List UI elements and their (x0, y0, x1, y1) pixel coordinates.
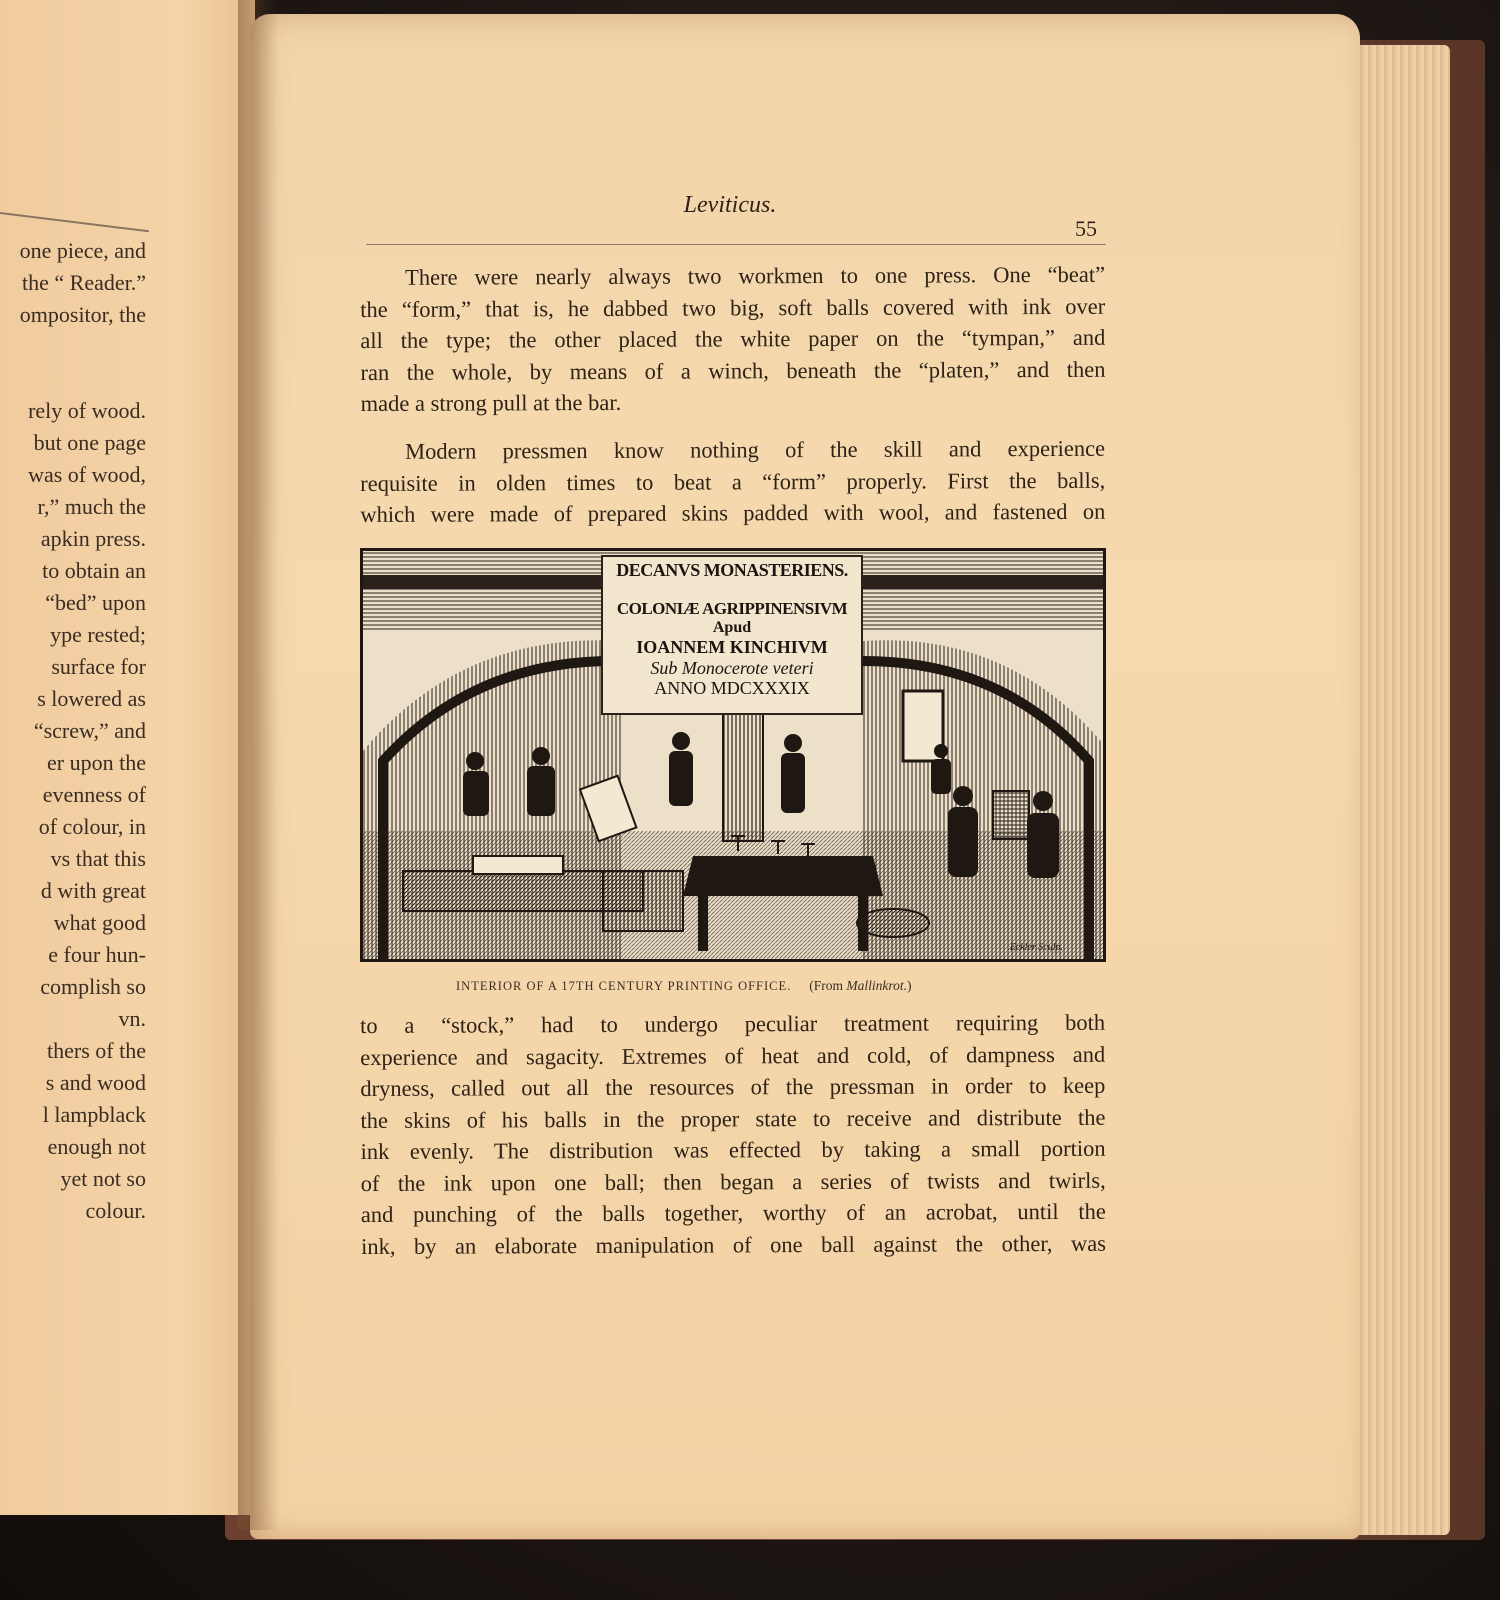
plaque-line: Sub Monocerote veteri (650, 658, 814, 678)
left-header-rule (0, 212, 149, 232)
left-text-line: surface for (51, 654, 146, 679)
left-text-line (0, 363, 146, 395)
left-text-line: one piece, and (19, 238, 146, 263)
header-rule (366, 244, 1106, 245)
text-line: Modern pressmen know nothing of the skill and experience (405, 435, 1106, 464)
text-line: the “form,” that is, he dabbed two big, soft balls covered with ink over (360, 293, 1106, 322)
left-text-line: the “ Reader.” (22, 270, 146, 295)
text-line: ink evenly. The distribution was effected by taking a small portion (360, 1135, 1106, 1164)
left-text-line: r,” much the (37, 494, 146, 519)
left-text-line: rely of wood. (28, 398, 146, 423)
title-plaque (601, 555, 863, 715)
text-line: requisite in olden times to beat a “form” properly. First the balls, (360, 467, 1106, 496)
left-text-line: er upon the (47, 750, 146, 775)
text-line: dryness, called out all the resources of the pressman in order to keep (360, 1072, 1106, 1101)
left-text-line: d with great (40, 878, 146, 903)
left-text-line: colour. (85, 1198, 146, 1223)
left-text-line: of colour, in (38, 814, 146, 839)
text-line: There were nearly always two workmen to one press. One “beat” (405, 261, 1106, 290)
left-text-line: s and wood (45, 1070, 146, 1095)
text-line: all the type; the other placed the white paper on the “tympan,” and (360, 324, 1106, 353)
paragraph-3 (360, 1007, 1106, 1262)
left-text-line (0, 331, 146, 363)
left-text-line: e four hun- (48, 942, 146, 967)
caption-source-suffix: ) (907, 978, 912, 993)
plaque-line: Apud (712, 619, 752, 636)
text-line: which were made of prepared skins padded with wool, and fastened on (360, 498, 1106, 527)
engraver-signature: Eckler Sculp. (1009, 942, 1063, 953)
caption-title: INTERIOR OF A 17TH CENTURY PRINTING OFFICE. (456, 979, 792, 993)
text-line: ink, by an elaborate manipulation of one ball against the other, was (360, 1230, 1107, 1259)
text-line: ran the whole, by means of a winch, beneath the “platen,” and then (360, 356, 1106, 385)
paragraph-2 (360, 433, 1105, 531)
left-text-line: apkin press. (40, 526, 146, 551)
text-line: experience and sagacity. Extremes of heat and cold, of dampness and (360, 1041, 1106, 1070)
left-text-line: ompositor, the (19, 302, 146, 327)
plaque-line: DECANVS MONASTERIENS. (616, 560, 848, 580)
page-number: 55 (1075, 216, 1097, 241)
engraving-printing-office (360, 548, 1106, 962)
left-text-line: s lowered as (37, 686, 146, 711)
left-text-line: evenness of (42, 782, 146, 807)
left-text-line: l lampblack (42, 1102, 146, 1127)
paragraph-1 (360, 259, 1106, 420)
left-page (0, 0, 255, 1515)
figure-caption (456, 978, 1016, 994)
left-text-line: vn. (118, 1006, 146, 1031)
caption-source-prefix: (From (809, 978, 847, 993)
left-text-line: yet not so (60, 1166, 146, 1191)
caption-source-name: Mallinkrot. (846, 978, 908, 993)
left-text-line: “screw,” and (33, 718, 146, 743)
left-page-text (0, 235, 146, 1227)
left-text-line: but one page (33, 430, 146, 455)
left-text-line: vs that this (50, 846, 146, 871)
left-text-line: thers of the (47, 1038, 146, 1063)
plaque-line: COLONIÆ AGRIPPINENSIVM (616, 599, 848, 618)
left-text-line: enough not (47, 1134, 146, 1159)
book-gutter-shadow (238, 0, 278, 1530)
left-text-line: to obtain an (42, 558, 146, 583)
text-line: and punching of the balls together, worthy of an acrobat, until the (360, 1198, 1106, 1227)
plaque-line: ANNO MDCXXXIX (654, 678, 810, 698)
text-line: the skins of his balls in the proper state to receive and distribute the (360, 1104, 1106, 1133)
caption-source (809, 978, 911, 993)
text-line: made a strong pull at the bar. (360, 389, 622, 416)
left-text-line: “bed” upon (45, 590, 146, 615)
left-text-line: what good (53, 910, 146, 935)
left-text-line: was of wood, (28, 462, 146, 487)
left-text-line: complish so (40, 974, 146, 999)
text-line: of the ink upon one ball; then began a series of twists and twirls, (360, 1167, 1106, 1196)
plaque-line: IOANNEM KINCHIVM (636, 637, 828, 657)
left-text-line: ype rested; (50, 622, 146, 647)
running-head: Leviticus. (683, 192, 777, 218)
text-line: to a “stock,” had to undergo peculiar treatment requiring both (360, 1009, 1106, 1038)
